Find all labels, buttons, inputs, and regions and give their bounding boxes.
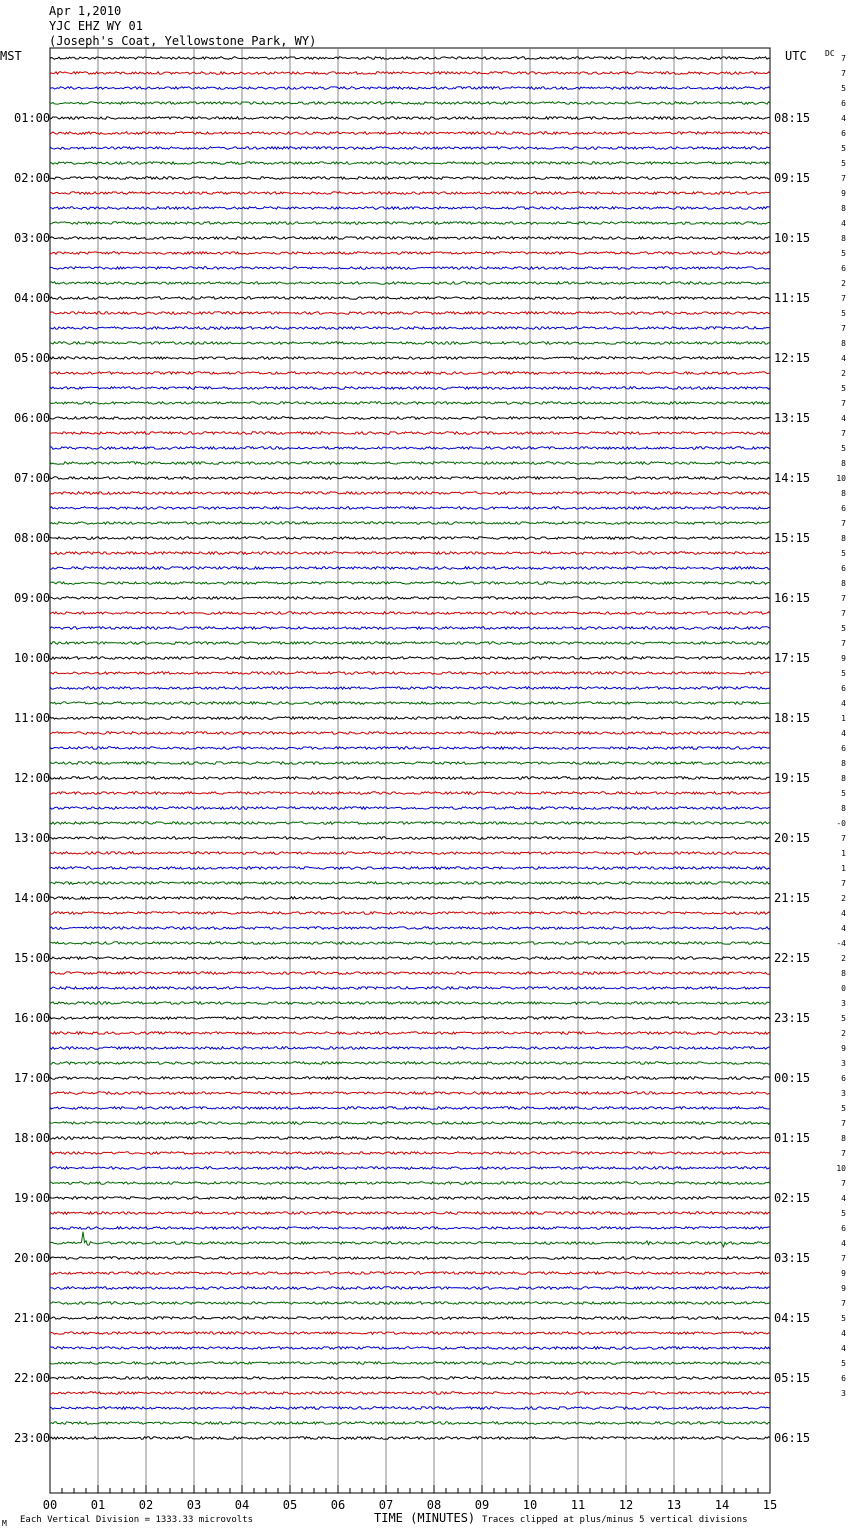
trace-row [50,147,770,150]
trace-row [50,72,770,75]
dc-offset-value: 3 [841,1089,846,1098]
dc-offset-value: 5 [841,549,846,558]
trace-row [50,972,770,975]
trace-row [50,1182,770,1185]
dc-offset-value: 4 [841,414,846,423]
dc-offset-value: 6 [841,99,846,108]
trace-row [50,387,770,390]
dc-offset-value: 8 [841,774,846,783]
dc-offset-value: 5 [841,159,846,168]
trace-row [50,162,770,165]
mst-hour-label: 01:00 [14,111,51,125]
trace-row [50,222,770,225]
trace-row [50,477,770,480]
dc-offset-value: 1 [841,714,846,723]
trace-row [50,1197,770,1200]
utc-hour-label: 12:15 [774,351,811,365]
trace-row [50,132,770,135]
trace-row [50,687,770,690]
mst-hour-label: 11:00 [14,711,51,725]
corner-mark: M [2,1519,7,1528]
mst-hour-label: 21:00 [14,1311,51,1325]
dc-offset-value: 8 [841,234,846,243]
dc-offset-value: 8 [841,579,846,588]
utc-hour-label: 06:15 [774,1431,811,1445]
trace-row [50,177,770,180]
dc-offset-column [836,54,846,1398]
mst-hour-label: 08:00 [14,531,51,545]
dc-offset-value: 5 [841,444,846,453]
dc-header: DC [825,49,835,58]
trace-row [50,1347,770,1350]
utc-hour-label: 15:15 [774,531,811,545]
trace-row [50,1257,770,1260]
trace-row [50,1287,770,1290]
dc-offset-value: 7 [841,609,846,618]
dc-offset-value: 9 [841,1284,846,1293]
dc-offset-value: 3 [841,1389,846,1398]
plot-date: Apr 1,2010 [49,4,122,18]
trace-row [50,1332,770,1335]
trace-row [50,1437,770,1440]
x-tick-label: 03 [186,1498,202,1512]
dc-offset-value: 7 [841,1179,846,1188]
trace-row [50,522,770,525]
mst-hour-label: 23:00 [14,1431,51,1445]
dc-offset-value: 6 [841,264,846,273]
dc-offset-value: 8 [841,339,846,348]
dc-offset-value: 7 [841,69,846,78]
trace-row [50,1107,770,1110]
mst-hour-label: 19:00 [14,1191,51,1205]
trace-row [50,1302,770,1305]
utc-hour-label: 10:15 [774,231,811,245]
trace-row [50,1167,770,1170]
dc-offset-value: 5 [841,1314,846,1323]
dc-offset-value: 7 [841,429,846,438]
trace-row [50,117,770,120]
dc-offset-value: -4 [836,939,846,948]
utc-hour-label: 20:15 [774,831,811,845]
dc-offset-value: 8 [841,534,846,543]
trace-row [50,1407,770,1410]
trace-row [50,462,770,465]
x-tick-label: 07 [378,1498,394,1512]
mst-hour-label: 06:00 [14,411,51,425]
dc-offset-value: 8 [841,459,846,468]
trace-row [50,1017,770,1020]
mst-hour-label: 03:00 [14,231,51,245]
dc-offset-value: 3 [841,999,846,1008]
dc-offset-value: 7 [841,1299,846,1308]
dc-offset-value: -0 [836,819,846,828]
dc-offset-value: 5 [841,249,846,258]
station-location: (Joseph's Coat, Yellowstone Park, WY) [49,34,317,48]
mst-hour-label: 10:00 [14,651,51,665]
dc-offset-value: 10 [836,474,846,483]
trace-row [50,267,770,270]
trace-row [50,297,770,300]
dc-offset-value: 8 [841,489,846,498]
x-tick-label: 05 [282,1498,298,1512]
utc-hour-label: 01:15 [774,1131,811,1145]
trace-row [50,957,770,960]
dc-offset-value: 5 [841,309,846,318]
trace-row [50,207,770,210]
mst-hour-label: 14:00 [14,891,51,905]
trace-row [50,492,770,495]
x-axis [43,1485,777,1512]
x-tick-label: 10 [522,1498,538,1512]
dc-offset-value: 7 [841,879,846,888]
trace-row [50,447,770,450]
utc-hour-label: 00:15 [774,1071,811,1085]
trace-row [50,717,770,720]
x-tick-label: 02 [138,1498,154,1512]
utc-hour-label: 05:15 [774,1371,811,1385]
trace-row [50,927,770,930]
x-tick-label: 15 [762,1498,778,1512]
dc-offset-value: 7 [841,639,846,648]
dc-offset-value: 8 [841,204,846,213]
trace-row [50,882,770,885]
utc-hour-label: 23:15 [774,1011,811,1025]
trace-row [50,1232,770,1247]
trace-row [50,732,770,735]
x-axis-label: TIME (MINUTES) [374,1511,476,1525]
dc-offset-value: 4 [841,1329,846,1338]
trace-row [50,1122,770,1125]
trace-row [50,1032,770,1035]
trace-row [50,102,770,105]
dc-offset-value: 2 [841,894,846,903]
x-tick-label: 04 [234,1498,250,1512]
dc-offset-value: 7 [841,324,846,333]
trace-row [50,807,770,810]
dc-offset-value: 7 [841,834,846,843]
utc-hour-label: 17:15 [774,651,811,665]
dc-offset-value: 5 [841,1104,846,1113]
dc-offset-value: 4 [841,1344,846,1353]
trace-row [50,1377,770,1380]
trace-row [50,327,770,330]
trace-row [50,747,770,750]
scale-note: Each Vertical Division = 1333.33 microvolts [20,1515,253,1525]
trace-row [50,1137,770,1140]
dc-offset-value: 9 [841,1269,846,1278]
utc-hour-label: 14:15 [774,471,811,485]
mst-hour-label: 17:00 [14,1071,51,1085]
dc-offset-value: 5 [841,1209,846,1218]
trace-row [50,507,770,510]
mst-hour-label: 05:00 [14,351,51,365]
dc-offset-value: 7 [841,294,846,303]
trace-row [50,777,770,780]
trace-row [50,867,770,870]
trace-row [50,1212,770,1215]
left-zone-label: MST [0,49,22,63]
dc-offset-value: 6 [841,684,846,693]
mst-hour-label: 09:00 [14,591,51,605]
utc-hour-label: 16:15 [774,591,811,605]
dc-offset-value: 8 [841,969,846,978]
mst-hour-label: 07:00 [14,471,51,485]
x-tick-label: 12 [618,1498,634,1512]
trace-row [50,57,770,60]
mst-hour-label: 04:00 [14,291,51,305]
dc-offset-value: 9 [841,654,846,663]
dc-offset-value: 7 [841,594,846,603]
dc-offset-value: 8 [841,1134,846,1143]
dc-offset-value: 4 [841,219,846,228]
dc-offset-value: 6 [841,1374,846,1383]
dc-offset-value: 6 [841,504,846,513]
dc-offset-value: 4 [841,1194,846,1203]
x-tick-label: 14 [714,1498,730,1512]
x-tick-label: 01 [90,1498,106,1512]
trace-row [50,282,770,285]
trace-row [50,852,770,855]
dc-offset-value: 7 [841,54,846,63]
dc-offset-value: 6 [841,744,846,753]
trace-row [50,432,770,435]
trace-row [50,1392,770,1395]
dc-offset-value: 5 [841,1359,846,1368]
mst-hour-label: 15:00 [14,951,51,965]
utc-hour-label: 08:15 [774,111,811,125]
seismic-traces [50,57,770,1440]
trace-row [50,567,770,570]
dc-offset-value: 5 [841,669,846,678]
utc-hour-label: 04:15 [774,1311,811,1325]
trace-row [50,87,770,90]
trace-row [50,1002,770,1005]
utc-hour-label: 22:15 [774,951,811,965]
dc-offset-value: 6 [841,129,846,138]
dc-offset-value: 2 [841,1029,846,1038]
trace-row [50,1362,770,1365]
x-tick-label: 08 [426,1498,442,1512]
dc-offset-value: 3 [841,1059,846,1068]
plot-frame [50,48,770,1493]
mst-hour-label: 02:00 [14,171,51,185]
dc-offset-value: 4 [841,699,846,708]
dc-offset-value: 0 [841,984,846,993]
grid [50,48,770,1493]
dc-offset-value: 10 [836,1164,846,1173]
dc-offset-value: 2 [841,369,846,378]
trace-row [50,657,770,660]
trace-row [50,342,770,345]
trace-row [50,1422,770,1425]
clip-note: Traces clipped at plus/minus 5 vertical divisions [482,1515,748,1525]
dc-offset-value: 6 [841,564,846,573]
trace-row [50,372,770,375]
trace-row [50,672,770,675]
trace-row [50,552,770,555]
trace-row [50,237,770,240]
right-zone-label: UTC [785,49,807,63]
utc-hour-label: 18:15 [774,711,811,725]
dc-offset-value: 1 [841,849,846,858]
dc-offset-value: 2 [841,279,846,288]
trace-row [50,597,770,600]
dc-offset-value: 6 [841,1224,846,1233]
dc-offset-value: 5 [841,789,846,798]
mst-hour-label: 13:00 [14,831,51,845]
dc-offset-value: 9 [841,1044,846,1053]
dc-offset-value: 6 [841,1074,846,1083]
trace-row [50,1077,770,1080]
dc-offset-value: 4 [841,924,846,933]
trace-row [50,357,770,360]
dc-offset-value: 9 [841,189,846,198]
dc-offset-value: 4 [841,114,846,123]
trace-row [50,1317,770,1320]
trace-row [50,1272,770,1275]
utc-hour-label: 13:15 [774,411,811,425]
mst-hour-label: 12:00 [14,771,51,785]
trace-row [50,192,770,195]
trace-row [50,702,770,705]
mst-hour-label: 20:00 [14,1251,51,1265]
station-code: YJC EHZ WY 01 [49,19,143,33]
trace-row [50,792,770,795]
dc-offset-value: 5 [841,384,846,393]
utc-hour-label: 03:15 [774,1251,811,1265]
trace-row [50,1047,770,1050]
dc-offset-value: 7 [841,399,846,408]
mst-hour-label: 18:00 [14,1131,51,1145]
dc-offset-value: 8 [841,804,846,813]
trace-row [50,312,770,315]
dc-offset-value: 7 [841,1254,846,1263]
trace-row [50,912,770,915]
dc-offset-value: 4 [841,909,846,918]
trace-row [50,837,770,840]
dc-offset-value: 4 [841,354,846,363]
dc-offset-value: 8 [841,759,846,768]
trace-row [50,627,770,630]
trace-row [50,942,770,945]
trace-row [50,987,770,990]
trace-row [50,612,770,615]
dc-offset-value: 5 [841,84,846,93]
x-tick-label: 09 [474,1498,490,1512]
trace-row [50,1092,770,1095]
trace-row [50,537,770,540]
dc-offset-value: 4 [841,1239,846,1248]
trace-row [50,417,770,420]
utc-hour-label: 11:15 [774,291,811,305]
x-tick-label: 11 [570,1498,586,1512]
dc-offset-value: 5 [841,1014,846,1023]
dc-offset-value: 7 [841,519,846,528]
trace-row [50,1062,770,1065]
mst-hour-label: 22:00 [14,1371,51,1385]
dc-offset-value: 7 [841,1119,846,1128]
utc-hour-label: 02:15 [774,1191,811,1205]
trace-row [50,822,770,825]
trace-row [50,1227,770,1230]
mst-hour-label: 16:00 [14,1011,51,1025]
x-tick-label: 06 [330,1498,346,1512]
dc-offset-value: 5 [841,624,846,633]
trace-row [50,897,770,900]
trace-row [50,642,770,645]
x-tick-label: 13 [666,1498,682,1512]
dc-offset-value: 5 [841,144,846,153]
dc-offset-value: 7 [841,1149,846,1158]
trace-row [50,402,770,405]
x-tick-label: 00 [42,1498,58,1512]
trace-row [50,1152,770,1155]
trace-row [50,252,770,255]
dc-offset-value: 7 [841,174,846,183]
trace-row [50,582,770,585]
trace-row [50,762,770,765]
utc-hour-label: 19:15 [774,771,811,785]
dc-offset-value: 1 [841,864,846,873]
utc-hour-label: 09:15 [774,171,811,185]
dc-offset-value: 4 [841,729,846,738]
dc-offset-value: 2 [841,954,846,963]
utc-hour-label: 21:15 [774,891,811,905]
